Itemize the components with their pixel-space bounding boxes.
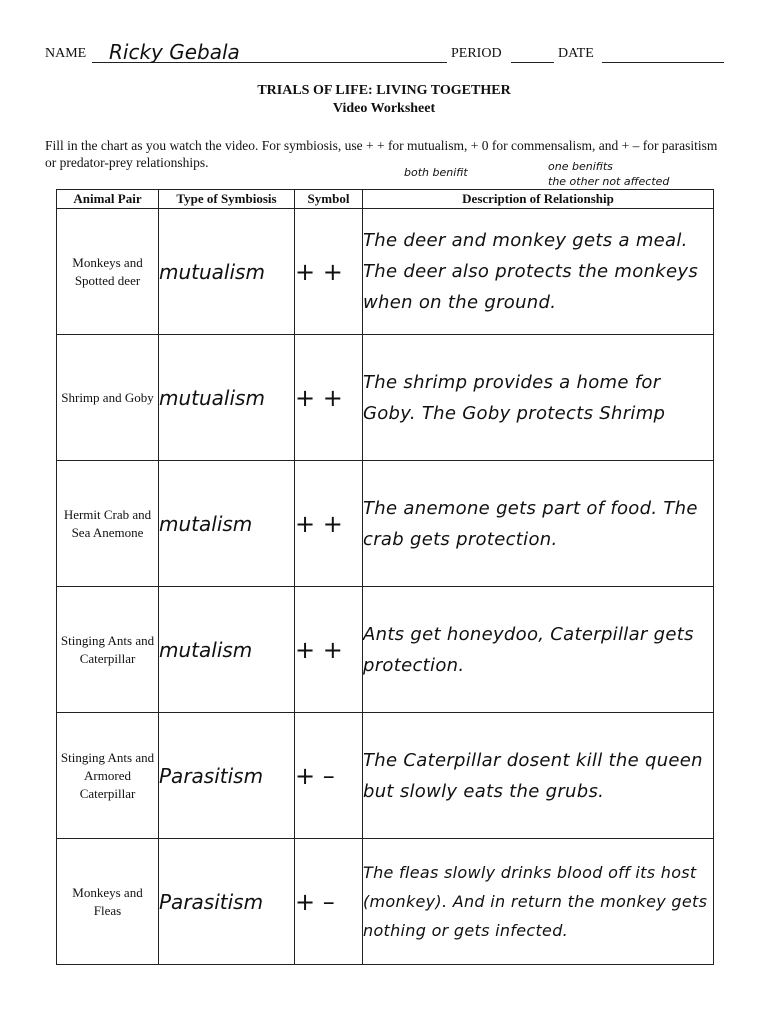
description-cell[interactable]: The fleas slowly drinks blood off its host (monkey). And in return the monkey gets nothing or gets infected. bbox=[363, 839, 714, 965]
worksheet-subtitle: Video Worksheet bbox=[332, 101, 436, 116]
period-label: PERIOD bbox=[451, 46, 502, 61]
date-field[interactable] bbox=[602, 48, 724, 63]
animal-pair-cell: Monkeys and Spotted deer bbox=[57, 209, 159, 335]
animal-pair-cell: Monkeys and Fleas bbox=[57, 839, 159, 965]
table-row bbox=[57, 713, 714, 839]
column-header-animal-pair: Animal Pair bbox=[57, 190, 159, 209]
column-header-description: Description of Relationship bbox=[363, 190, 714, 209]
table-row bbox=[57, 209, 714, 335]
mutualism-note: both benifit bbox=[404, 166, 468, 179]
table-row bbox=[57, 839, 714, 965]
animal-pair-cell: Hermit Crab and Sea Anemone bbox=[57, 461, 159, 587]
student-info-line bbox=[45, 40, 725, 66]
symbol-cell[interactable]: + + bbox=[295, 461, 363, 587]
column-header-symbol: Symbol bbox=[295, 190, 363, 209]
description-cell[interactable]: The Caterpillar dosent kill the queen but slowly eats the grubs. bbox=[363, 713, 714, 839]
description-cell[interactable]: Ants get honeydoo, Caterpillar gets protection. bbox=[363, 587, 714, 713]
symbiosis-type-cell[interactable]: mutualism bbox=[159, 209, 295, 335]
symbol-cell[interactable]: + + bbox=[295, 335, 363, 461]
description-cell[interactable]: The anemone gets part of food. The crab gets protection. bbox=[363, 461, 714, 587]
description-cell[interactable]: The deer and monkey gets a meal. The deer also protects the monkeys when on the ground. bbox=[363, 209, 714, 335]
instructions: Fill in the chart as you watch the video. For symbiosis, use + + for mutualism, + 0 for commensalism, and + – for parasitism or predator-prey relationships. bbox=[45, 138, 718, 170]
commensalism-note-1: one benifits bbox=[548, 160, 613, 173]
symbol-cell[interactable]: + + bbox=[295, 209, 363, 335]
name-value: Ricky Gebala bbox=[109, 40, 240, 64]
period-field[interactable] bbox=[511, 48, 554, 63]
table-row bbox=[57, 461, 714, 587]
symbiosis-type-cell[interactable]: mutalism bbox=[159, 587, 295, 713]
symbiosis-type-cell[interactable]: Parasitism bbox=[159, 839, 295, 965]
symbiosis-table bbox=[56, 189, 714, 965]
animal-pair-cell: Stinging Ants and Armored Caterpillar bbox=[57, 713, 159, 839]
column-header-type: Type of Symbiosis bbox=[159, 190, 295, 209]
commensalism-note-2: the other not affected bbox=[548, 175, 670, 188]
symbiosis-type-cell[interactable]: Parasitism bbox=[159, 713, 295, 839]
description-cell[interactable]: The shrimp provides a home for Goby. The Goby protects Shrimp bbox=[363, 335, 714, 461]
table-header-row bbox=[57, 190, 714, 209]
animal-pair-cell: Stinging Ants and Caterpillar bbox=[57, 587, 159, 713]
date-label: DATE bbox=[558, 46, 594, 61]
table-row bbox=[57, 587, 714, 713]
symbiosis-type-cell[interactable]: mutualism bbox=[159, 335, 295, 461]
name-label: NAME bbox=[45, 46, 87, 61]
animal-pair-cell: Shrimp and Goby bbox=[57, 335, 159, 461]
worksheet-title: TRIALS OF LIFE: LIVING TOGETHER bbox=[257, 83, 511, 98]
symbol-cell[interactable]: + – bbox=[295, 713, 363, 839]
symbol-cell[interactable]: + – bbox=[295, 839, 363, 965]
symbiosis-type-cell[interactable]: mutalism bbox=[159, 461, 295, 587]
table-row bbox=[57, 335, 714, 461]
symbol-cell[interactable]: + + bbox=[295, 587, 363, 713]
